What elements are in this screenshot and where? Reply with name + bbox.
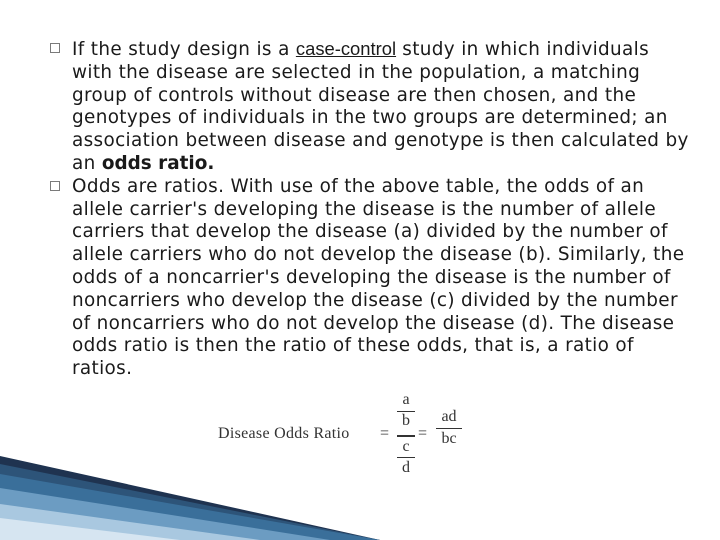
bullet-text: Odds are ratios. With use of the above table, the odds of an allele carrier's developing the disease is the number of allele carriers that develop the disease (a) divided by the number of allele carriers who do not develop the disease (b). Similarly, the odds of a noncarrier's developing the disease is the number of noncarriers who develop the disease (c) divided by the number of noncarriers who do not develop the disease (d). The disease odds ratio is then the ratio of these odds, that is, a ratio of ratios.	[72, 175, 685, 380]
checkbox-bullet-icon	[50, 43, 60, 53]
case-control-term: case-control	[295, 38, 397, 59]
fraction-b: b	[402, 412, 410, 429]
corner-swoosh-decoration	[0, 456, 380, 540]
fraction-bar-main	[397, 435, 415, 437]
checkbox-bullet-icon	[50, 181, 60, 191]
result-fraction	[436, 407, 462, 451]
equals-sign: =	[380, 425, 390, 442]
bullet-item-odds-ratios	[50, 176, 690, 381]
numerator-ad: ad	[441, 408, 457, 425]
compound-fraction	[396, 391, 416, 478]
fraction-bar-bottom	[397, 457, 415, 458]
fraction-a: a	[402, 391, 410, 408]
bullet-text-middle: study in which individuals with the disease are selected in the population, a matching group of controls without disease are then chosen, and the genotypes of individuals in the two groups are determined; an association between disease and genotype is then calculated by an	[72, 39, 689, 174]
denominator-bc: bc	[441, 430, 457, 447]
equals-sign: =	[418, 425, 428, 442]
bullet-text-before: If the study design is a	[72, 39, 296, 60]
fraction-d: d	[402, 459, 410, 476]
result-fraction-bar	[436, 428, 462, 429]
odds-ratio-term: odds ratio.	[101, 152, 215, 174]
bullet-list	[50, 38, 690, 381]
formula-label: Disease Odds Ratio	[218, 425, 350, 442]
bullet-item-case-control	[50, 38, 690, 176]
fraction-c: c	[402, 438, 410, 455]
